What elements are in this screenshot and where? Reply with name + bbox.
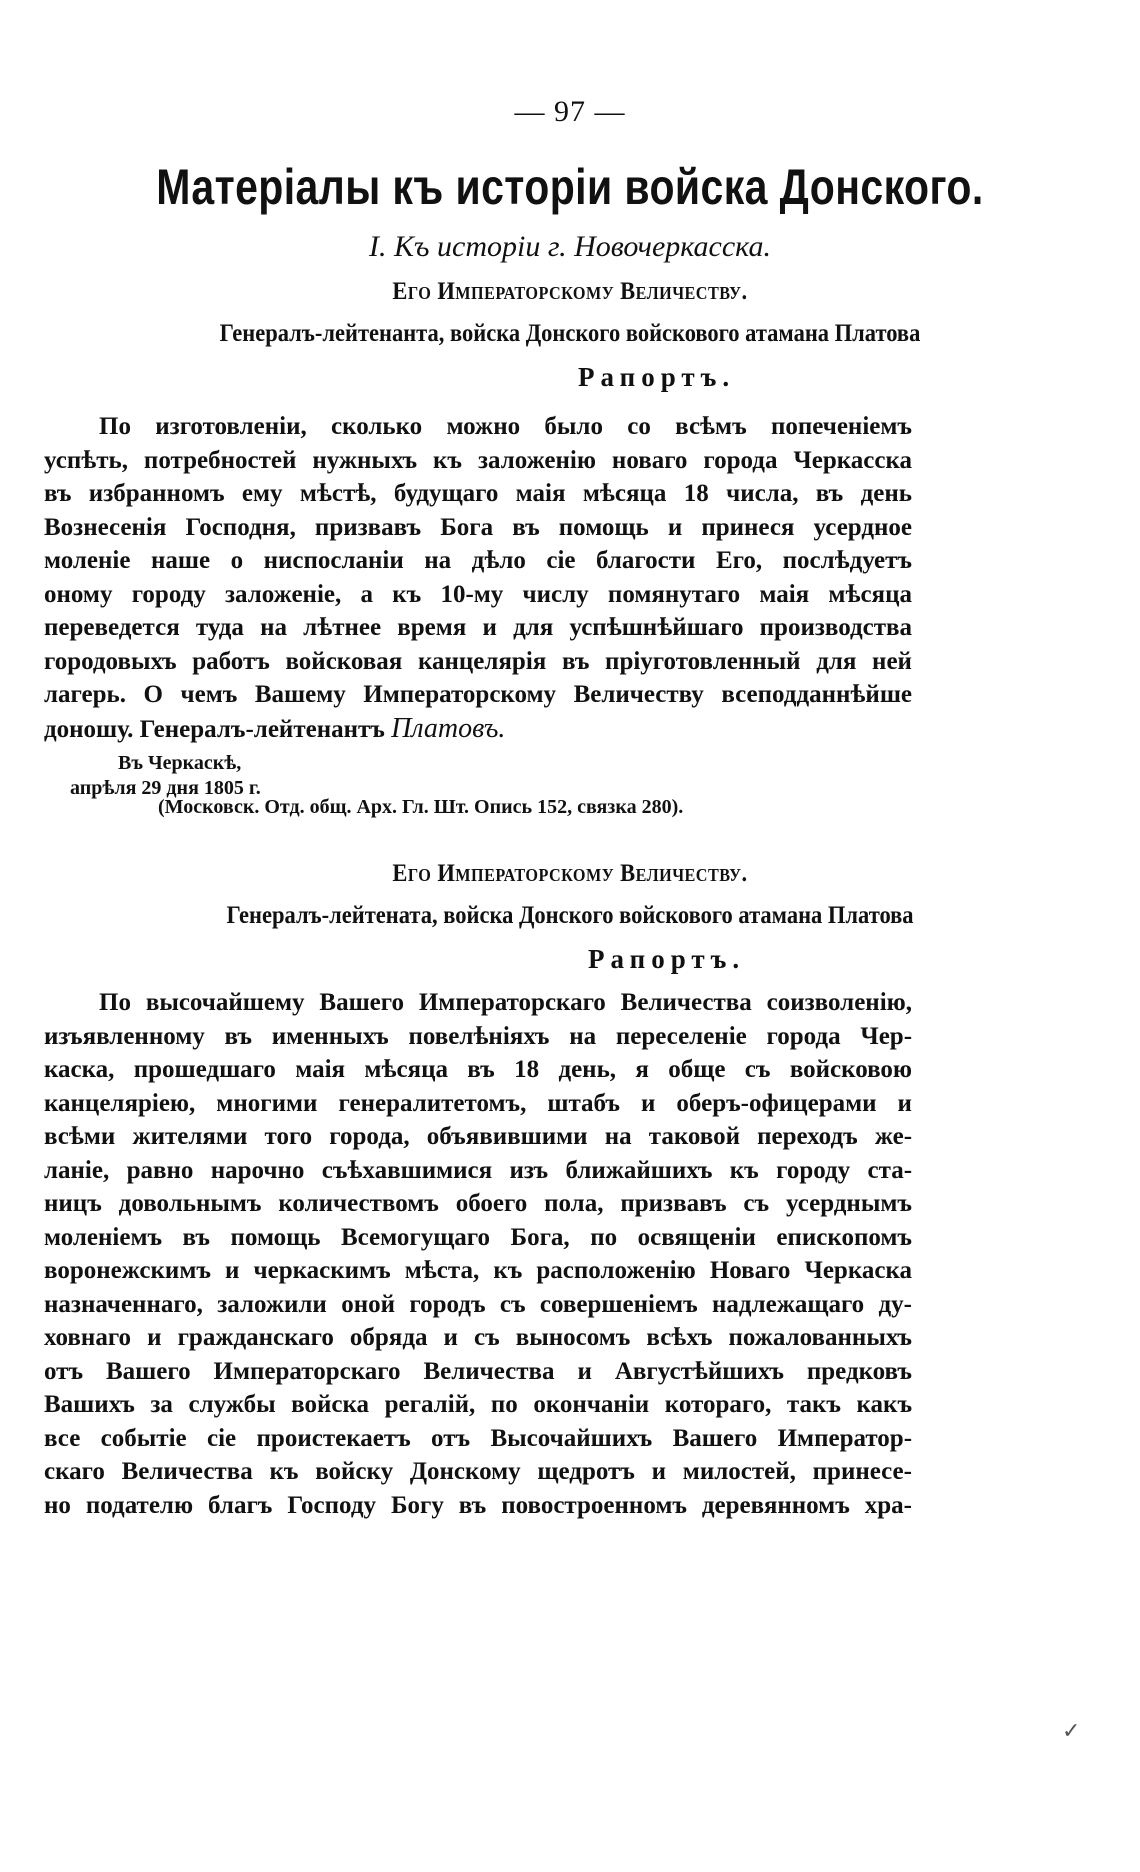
text-line: переведется туда на лѣтнее время и для успѣшнѣйшаго производства [44, 614, 913, 641]
text-line: назначеннаго, заложили оной городъ съ совершеніемъ надлежащаго ду- [44, 1290, 913, 1318]
text-line: моленіемъ въ помощь Всемогущаго Бога, по освященіи епископомъ [44, 1223, 912, 1251]
doc2-rapport-title: Рапортъ. [588, 944, 746, 974]
text-line: отъ Вашего Императорскаго Величества и Августѣйшихъ предковъ [44, 1357, 912, 1385]
doc2-heading: Генералъ-лейтената, войска Донского войскового атамана Платова [226, 902, 914, 929]
doc2-addressee: Его Императорскому Величеству. [392, 860, 748, 887]
text-line: скаго Величества къ войску Донскому щедротъ и милостей, принесе- [44, 1458, 912, 1485]
text-line: городовыхъ работъ войсковая канцелярія въ пріуготовленный для ней [44, 647, 912, 675]
text-line: По высочайшему Вашего Императорскаго Величества соизволенію, [99, 989, 912, 1016]
section-subtitle: I. Къ исторіи г. Новочеркасска. [369, 230, 771, 263]
text-line: ланіе, равно нарочно съѣхавшимися изъ ближайшихъ къ городу ста- [44, 1156, 913, 1184]
text-line: По изготовленіи, сколько можно было со всѣмъ попеченіемъ [99, 413, 912, 440]
page-number: — 97 — [514, 95, 626, 128]
doc1-source-citation: (Московск. Отд. общ. Арх. Гл. Шт. Опись 152, связка 280). [158, 796, 684, 818]
text-line: Вашихъ за службы войска регалій, по окончаніи котораго, такъ какъ [44, 1391, 913, 1418]
text-line: всѣми жителями того города, объявившими на таковой переходъ же- [44, 1123, 913, 1150]
text-line: все событіе сіе проистекаетъ отъ Высочайшихъ Вашего Император- [44, 1424, 913, 1452]
text-line: каска, прошедшаго маія мѣсяца въ 18 день, я обще съ войсковою [44, 1056, 913, 1083]
pencil-mark: ✓ [1062, 1718, 1081, 1743]
text-line: канцеляріею, многими генералитетомъ, штабъ и оберъ-офицерами и [44, 1089, 912, 1117]
doc1-place: Въ Черкаскѣ, [118, 752, 242, 774]
signature: Платовъ. [391, 712, 506, 744]
text-line: но подателю благъ Господу Богу въ повостроенномъ деревянномъ хра- [44, 1491, 912, 1519]
text-line: изъявленному въ именныхъ повелѣніяхъ на переселеніе города Чер- [44, 1022, 913, 1050]
text-line: ховнаго и гражданскаго обряда и съ выносомъ всѣхъ пожалованныхъ [44, 1324, 912, 1351]
text-line: лагерь. О чемъ Вашему Императорскому Величеству всеподданнѣйше [44, 681, 913, 708]
text-line: оному городу заложеніе, а къ 10-му числу помянутаго маія мѣсяца [44, 580, 912, 608]
text-line: моленіе наше о ниспосланіи на дѣло сіе благости Его, послѣдуетъ [44, 547, 912, 574]
doc1-heading: Генералъ-лейтенанта, войска Донского войскового атамана Платова [219, 320, 921, 347]
text-line: Вознесенія Господня, призвавъ Бога въ помощь и принеся усердное [44, 513, 913, 541]
text-line: успѣть, потребностей нужныхъ къ заложенію новаго города Черкасска [44, 446, 912, 474]
doc1-date: апрѣля 29 дня 1805 г. [70, 777, 261, 799]
doc1-body [44, 410, 912, 746]
main-title: Матеріалы къ исторіи войска Донского. [156, 159, 984, 215]
text-line: въ избранномъ ему мѣстѣ, будущаго маія мѣсяца 18 числа, въ день [44, 480, 912, 507]
doc1-addressee: Его Императорскому Величеству. [392, 278, 748, 305]
doc2-body [44, 986, 912, 1522]
closing-text: доношу. Генералъ-лейтенантъ [44, 715, 385, 743]
text-line: воронежскимъ и черкаскимъ мѣста, къ расположенію Новаго Черкаска [44, 1257, 912, 1284]
text-line: ницъ довольнымъ количествомъ обоего пола, призвавъ съ усерднымъ [44, 1190, 912, 1217]
doc1-rapport-title: Рапортъ. [578, 362, 736, 392]
text-line [44, 712, 912, 747]
